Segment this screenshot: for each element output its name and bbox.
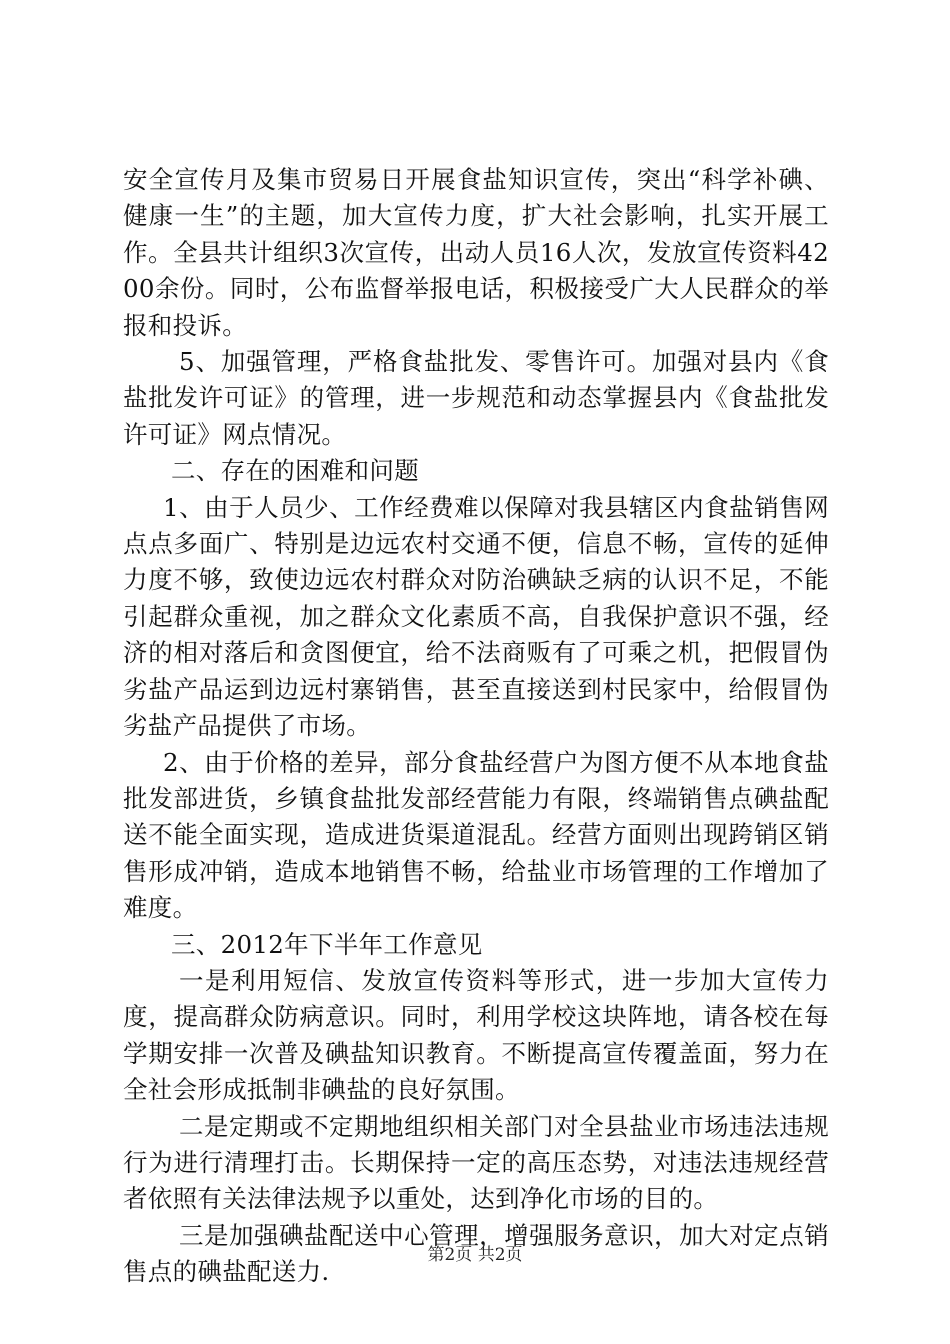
paragraph-difficulty-2: 2、由于价格的差异，部分食盐经营户为图方便不从本地食盐批发部进货，乡镇食盐批发部经营能力有限，终端销售点碘盐配送不能全面实现，造成进货渠道混乱。经营方面则出现跨销区销售形成冲销，造成本地销售不畅，给盐业市场管理的工作增加了难度。 bbox=[123, 747, 829, 923]
paragraph-plan-2: 二是定期或不定期地组织相关部门对全县盐业市场违法违规行为进行清理打击。长期保持一定的高压态势，对违法违规经营者依照有关法律法规予以重处，达到净化市场的目的。 bbox=[123, 1111, 829, 1214]
paragraph-licensing-management: 5、加强管理，严格食盐批发、零售许可。加强对县内《食盐批发许可证》的管理，进一步规范和动态掌握县内《食盐批发许可证》网点情况。 bbox=[123, 347, 829, 449]
paragraph-plan-3: 三是加强碘盐配送中心管理，增强服务意识，加大对定点销售点的碘盐配送力. bbox=[123, 1220, 829, 1287]
paragraph-difficulty-1: 1、由于人员少、工作经费难以保障对我县辖区内食盐销售网点点多面广、特别是边远农村交通不便，信息不畅，宣传的延伸力度不够，致使边远农村群众对防治碘缺乏病的认识不足，不能引起群众重视，加之群众文化素质不高，自我保护意识不强，经济的相对落后和贪图便宜，给不法商贩有了可乘之机，把假冒伪劣盐产品运到边远村寨销售，甚至直接送到村民家中，给假冒伪劣盐产品提供了市场。 bbox=[123, 492, 829, 741]
paragraph-publicity-continued: 安全宣传月及集市贸易日开展食盐知识宣传，突出“科学补碘、健康一生”的主题，加大宣传力度，扩大社会影响，扎实开展工作。全县共计组织3次宣传，出动人员16人次，发放宣传资料4200余份。同时，公布监督举报电话，积极接受广大人民群众的举报和投诉。 bbox=[123, 165, 829, 340]
page-number-footer: 第2页 共2页 bbox=[427, 1245, 523, 1265]
document-body bbox=[123, 162, 829, 1291]
section-heading-work-plan: 三、2012年下半年工作意见 bbox=[171, 929, 483, 959]
section-heading-difficulties: 二、存在的困难和问题 bbox=[171, 456, 419, 486]
paragraph-plan-1: 一是利用短信、发放宣传资料等形式，进一步加大宣传力度，提高群众防病意识。同时，利用学校这块阵地，请各校在每学期安排一次普及碘盐知识教育。不断提高宣传覆盖面，努力在全社会形成抵制非碘盐的良好氛围。 bbox=[123, 965, 829, 1105]
